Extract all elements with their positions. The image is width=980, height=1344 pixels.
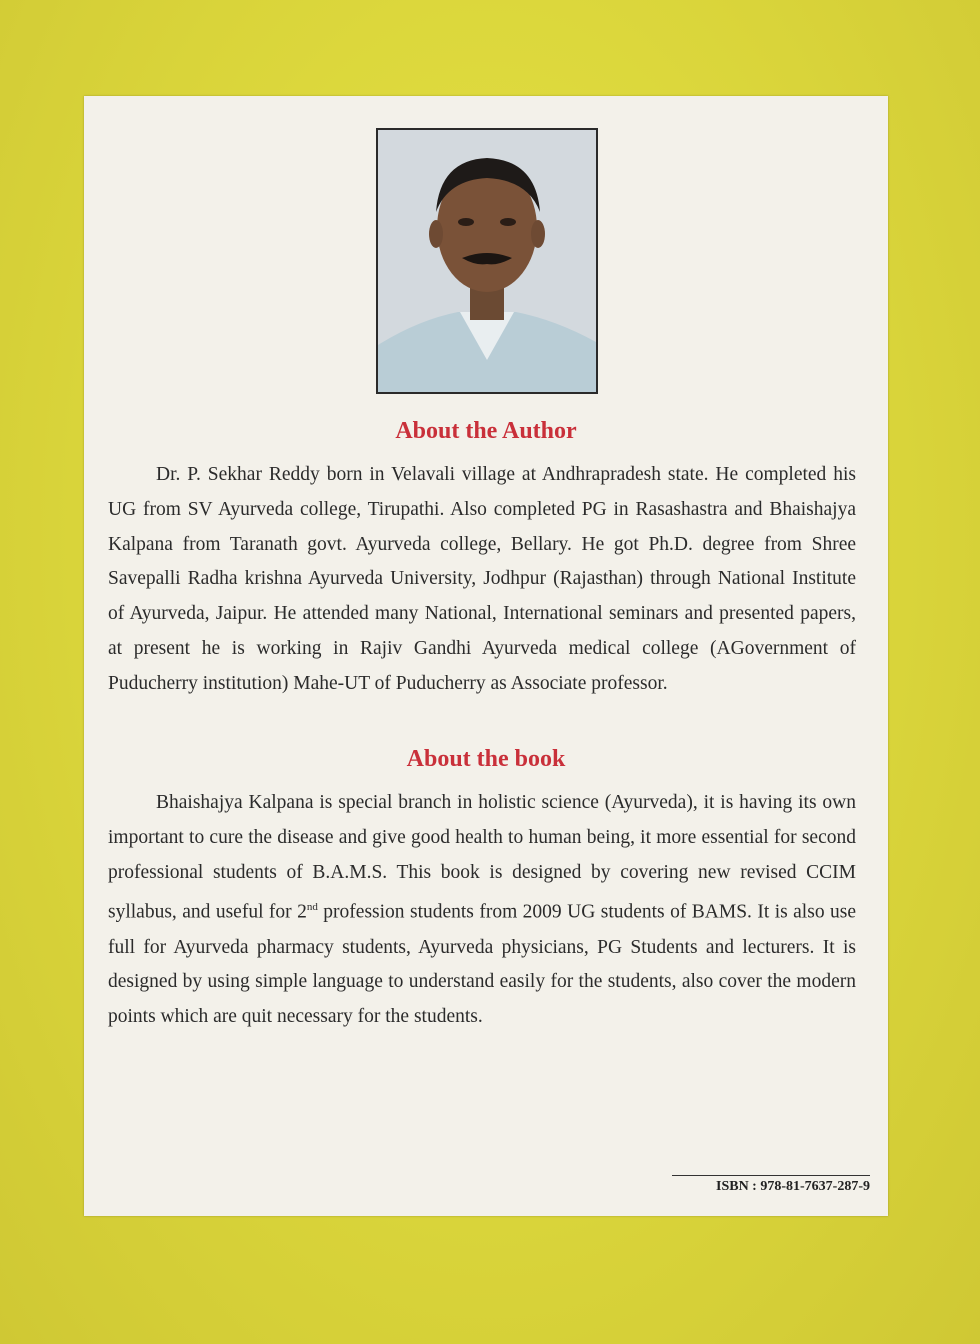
about-author-paragraph (108, 458, 856, 702)
about-author-heading: About the Author (395, 418, 577, 444)
author-photo (376, 128, 598, 394)
about-book-text-part1: Bhaishajya Kalpana is special branch in holistic science (Ayurveda), it is having its own important to cure the disease and give good health to human being, it more essential for second professional students of B.A.M.S. This book is designed by covering new revised CCIM syllabus, and useful for 2 (108, 792, 856, 923)
about-author-text: Dr. P. Sekhar Reddy born in Velavali village at Andhrapradesh state. He completed his UG from SV Ayurveda college, Tirupathi. Also completed PG in Rasashastra and Bhaishajya Kalpana from Taranath govt. Ayurveda college, Bellary. He got Ph.D. degree from Shree Savepalli Radha krishna Ayurveda University, Jodhpur (Rajasthan) through National Institute of Ayurveda, Jaipur. He attended many National, International seminars and presented papers, at present he is working in Rajiv Gandhi Ayurveda medical college (AGovernment of Puducherry institution) Mahe-UT of Puducherry as Associate professor. (108, 464, 856, 694)
isbn-label: ISBN : 978-81-7637-287-9 (672, 1175, 870, 1195)
ordinal-superscript: nd (306, 901, 318, 914)
about-book-heading: About the book (406, 746, 566, 772)
author-portrait-image (378, 130, 596, 392)
about-book-paragraph (108, 786, 856, 1035)
about-book-text-part2: profession students from 2009 UG students of BAMS. It is also use full for Ayurveda pharmacy students, Ayurveda physicians, PG Students and lecturers. It is designed by using simple language to understand easily for the students, also cover the modern points which are quit necessary for the students. (108, 901, 857, 1028)
content-panel (84, 96, 888, 1216)
